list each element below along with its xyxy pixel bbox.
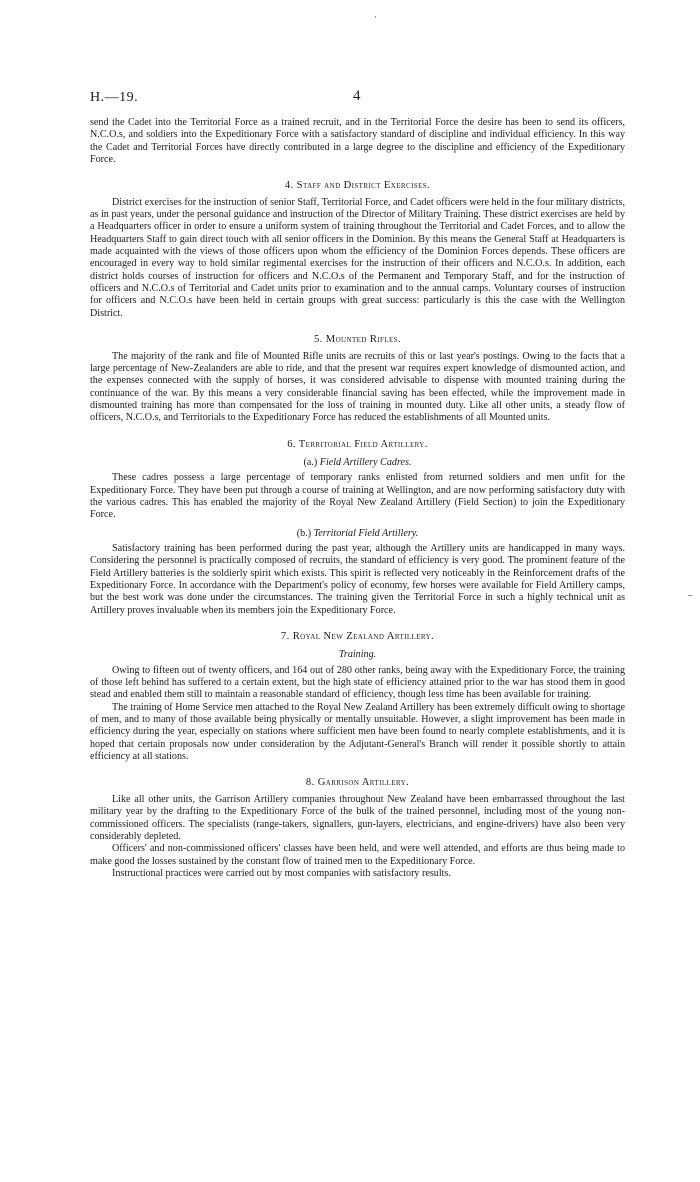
section-6a-label: (a.) [303,456,318,468]
section-8-paragraph-3: Instructional practices were carried out by most companies with satisfactory results. [112,867,451,879]
section-6b-label: (b.) [296,527,312,539]
section-6a-title: Field Artillery Cadres. [319,456,412,468]
intro-paragraph: send the Cadet into the Territorial Force as a trained recruit, and in the Territorial Force the desire has been to send its officers, N.C.O.s, and soldiers into the Expeditionary Force with a satisfactory standard of discipline and individual efficiency. In this way the Cadet and Territorial Forces have directly contributed in a large degree to the discipline and efficiency of the Expeditionary Force. [90,117,625,166]
section-5-heading: 5. Mounted Rifles. [313,334,402,346]
section-6b-title: Territorial Field Artillery. [313,527,419,539]
report-reference: H.—19. [90,90,139,105]
section-7-heading: 7. Royal New Zealand Artillery. [280,631,435,643]
section-6-heading: 6. Territorial Field Artillery. [287,438,428,450]
scan-mark-right: – [688,590,693,600]
section-7-paragraph-2: The training of Home Service men attached to the Royal New Zealand Artillery has been extremely difficult owing to shortage of men, and to many of those available being physically or mentally unsuitable. However, a slight improvement has been made in efficiency during the year, especially on stations where sufficient men have been found to nearly complete establishments, and it is hoped that certain proposals now under consideration by the Adjutant-General's Branch will render it possible shortly to attain efficiency at all stations. [90,701,625,763]
section-4-paragraph: District exercises for the instruction of senior Staff, Territorial Force, and Cadet officers were held in the four military districts, as in past years, under the personal guidance and instruction of the Director of Military Training. These district exercises are held by a Headquarters officer in order to ensure a uniform system of training throughout the Territorial and Cadet Forces, and to allow the Headquarters Staff to gain direct touch with all senior officers in the Dominion. By this means the General Staff at Headquarters is made acquainted with the views of those officers upon whom the efficiency of the Dominion Forces depends. These officers are encouraged in every way to hold similar regimental exercises for the instruction of their officers and N.C.O.s. In addition, each district holds courses of instruction for officers and N.C.O.s of the Permanent and Temporary Staff, and for the instruction of officers and N.C.O.s of Territorial and Cadet units prior to examination and to the annual camps. Voluntary courses of instruction for officers and N.C.O.s have been held in certain groups with great success: particularly is this the case with the Wellington District. [90,196,625,319]
section-6b-paragraph: Satisfactory training has been performed during the past year, although the Artillery units are handicapped in many ways. Considering the personnel is practically composed of recruits, the standard of efficiency is very good. The prominent feature of the Field Artillery batteries is the soldierly spirit which exists. This spirit is reflected very noticeably in the Reinforcement drafts of the Expeditionary Force. In accordance with the Department's policy of economy, few horses were available for Field Artillery camps, but the best work was done under the circumstances. The training given the Territorial Force in such a highly technical unit as Artillery proves invaluable when its members join the Expeditionary Force. [90,542,625,616]
section-5-paragraph: The majority of the rank and file of Mounted Rifle units are recruits of this or last year's postings. Owing to the facts that a large percentage of New-Zealanders are able to ride, and that the present war requires expert knowledge of dismounted action, and the expenses connected with the supply of horses, it was considered advisable to dispense with mounted training during the continuance of the war. By this means a very considerable financial saving has been effected, while the improvement made in dismounted training has more than compensated for the loss of training in mounted duty. Like all other units, a steady flow of officers, N.C.O.s, and Territorials to the Expeditionary Force has reduced the establishments of all Mounted units. [90,350,625,424]
section-4-heading: 4. Staff and District Exercises. [284,180,431,192]
section-6a-subheading [90,457,625,469]
section-8-heading: 8. Garrison Artillery. [305,777,410,789]
section-6b-subheading [90,528,625,540]
page-number: 4 [353,88,361,104]
section-8-paragraph-1: Like all other units, the Garrison Artillery companies throughout New Zealand have been embarrassed throughout the last military year by the drafting to the Expeditionary Force of the bulk of the trained personnel, including most of the young non-commissioned officers. The specialists (range-takers, signallers, gun-layers, electricians, and engine-drivers) have also been very considerably depleted. [90,793,625,842]
document-body [90,117,625,880]
section-7-subheading: Training. [338,649,377,661]
section-6a-paragraph: These cadres possess a large percentage of temporary ranks enlisted from returned soldiers and men unfit for the Expeditionary Force. They have been put through a course of training at Wellington, and are now performing satisfactory duty with the various cadres. This has enabled the majority of the Royal New Zealand Artillery (Field Section) to join the Expeditionary Force. [90,472,625,521]
scan-speck-top: · [374,12,377,22]
section-8-paragraph-2: Officers' and non-commissioned officers' classes have been held, and were well attended, and efforts are thus being made to make good the losses sustained by the constant flow of trained men to the Expeditionary Force. [90,843,625,867]
section-7-paragraph-1: Owing to fifteen out of twenty officers, and 164 out of 280 other ranks, being away with the Expeditionary Force, the training of those left behind has suffered to a certain extent, but the high state of efficiency attained prior to the war has stood them in good stead and enabled them still to maintain a reasonable standard of efficiency, though less time has been available for training. [90,664,625,701]
